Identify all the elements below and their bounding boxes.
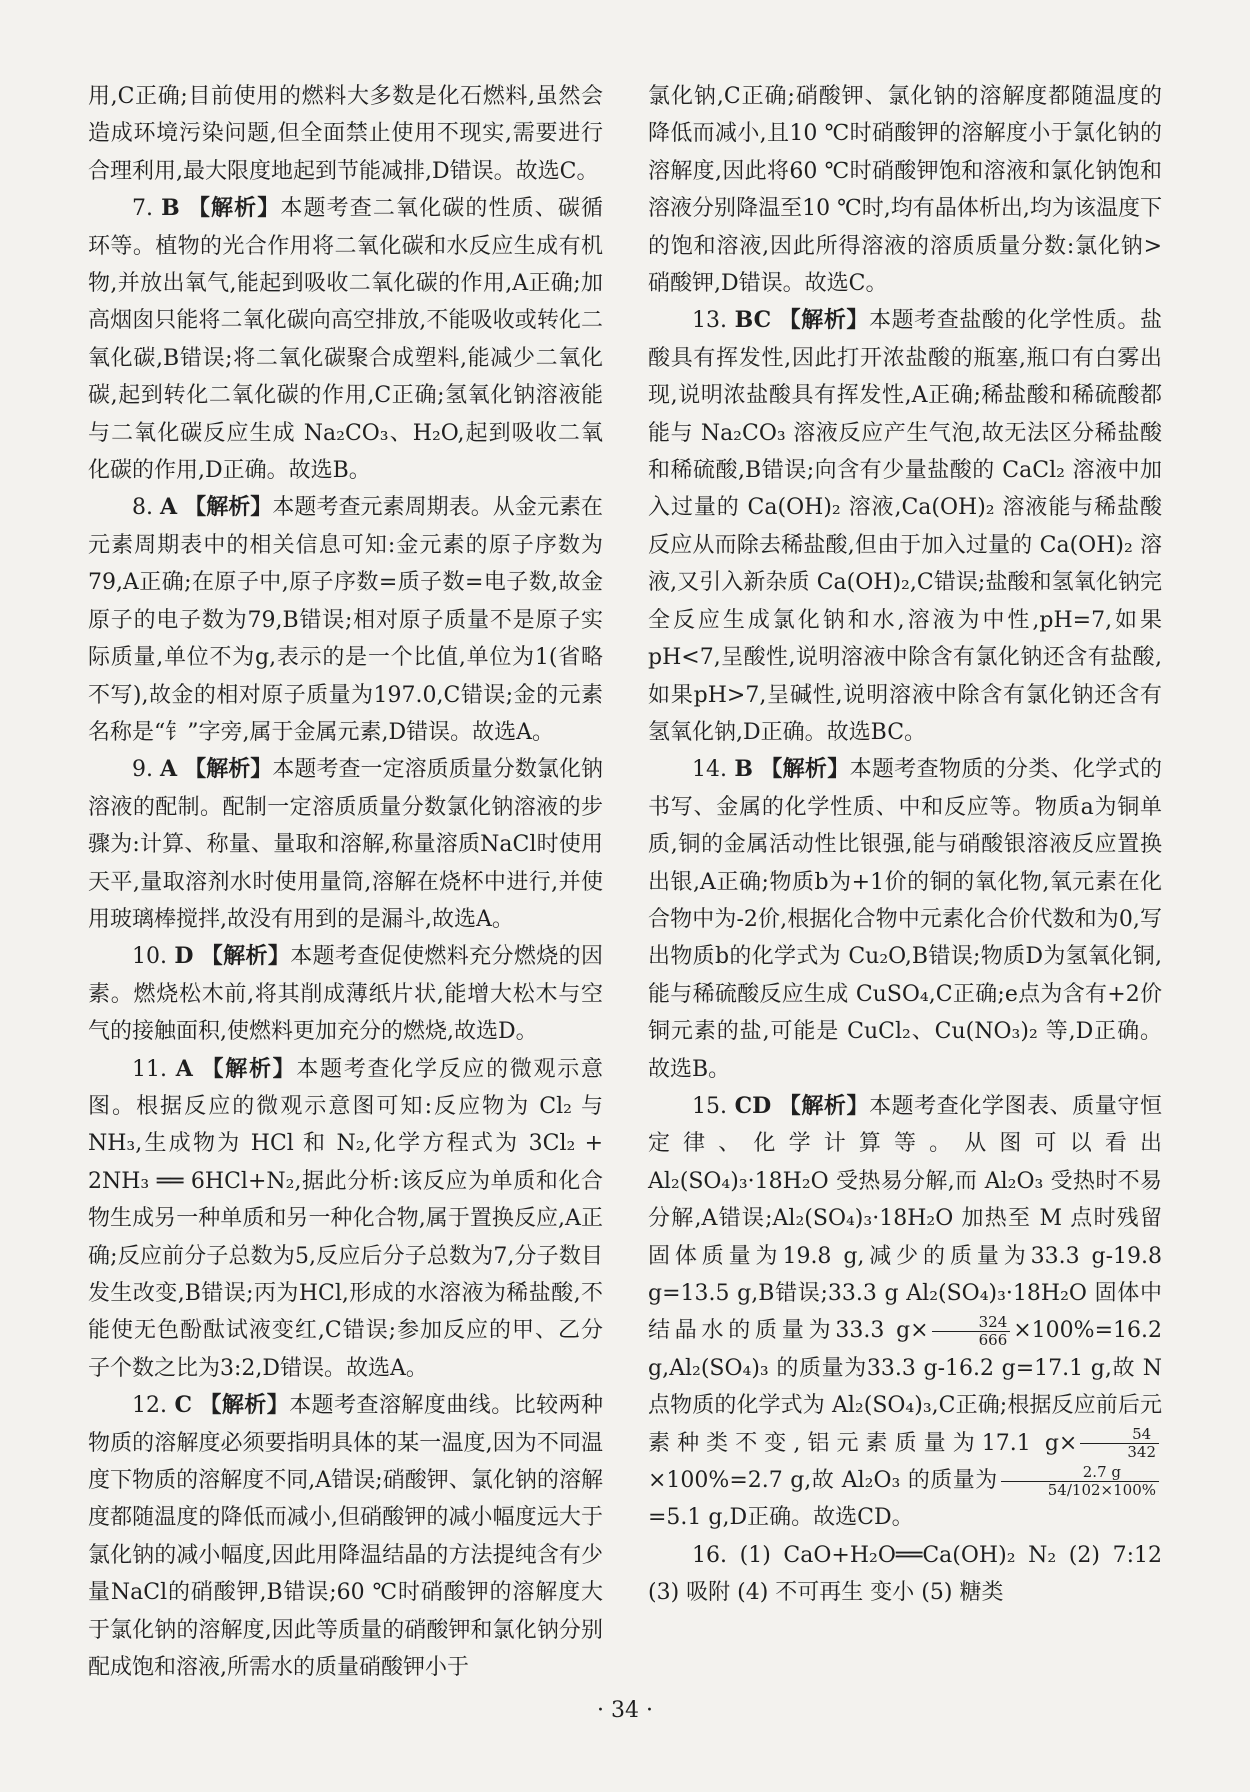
fraction: $\frac{54}{342}$ xyxy=(1080,1426,1159,1461)
question-7: 7. B 【解析】本题考查二氧化碳的性质、碳循环等。植物的光合作用将二氧化碳和水反应生成有机物,并放出氧气,能起到吸收二氧化碳的作用,A正确;加高烟囱只能将二氧化碳向高空排放,不能吸收或转化二氧化碳,B错误;将二氧化碳聚合成塑料,能减少二氧化碳,起到转化二氧化碳的作用,C正确;氢氧化钠溶液能与二氧化碳反应生成 Na₂CO₃、H₂O,起到吸收二氧化碳的作用,D正确。故选B。 xyxy=(88,195,603,484)
analysis-text: 本题考查元素周期表。从金元素在元素周期表中的相关信息可知:金元素的原子序数为79,A正确;在原子中,原子序数=质子数=电子数,故金原子的电子数为79,B错误;相对原子质量不是原子实际质量,单位不为g,表示的是一个比值,单位为1(省略不写),故金的相对原子质量为197.0,C错误;金的元素名称是“钅”字旁,属于金属元素,D错误。故选A。 xyxy=(88,495,603,745)
analysis-text: =5.1 g,D正确。故选CD。 xyxy=(648,1505,914,1531)
question-10: 10. D 【解析】本题考查促使燃料充分燃烧的因素。燃烧松木前,将其削成薄纸片状,能增大松木与空气的接触面积,使燃料更加充分的燃烧,故选D。 xyxy=(88,943,603,1045)
answer-letter: BC xyxy=(734,307,772,334)
analysis-text: 本题考查促使燃料充分燃烧的因素。燃烧松木前,将其削成薄纸片状,能增大松木与空气的接触面积,使燃料更加充分的燃烧,故选D。 xyxy=(88,944,603,1045)
answer-letter: A xyxy=(160,756,178,783)
answer-text: (1) CaO+H₂O══Ca(OH)₂ N₂ (2) 7:12 (3) 吸附 (4) 不可再生 变小 (5) 糖类 xyxy=(648,1542,1162,1606)
answer-letter: A xyxy=(160,494,178,521)
answer-letter: D xyxy=(174,943,194,970)
question-16: 16. (1) CaO+H₂O══Ca(OH)₂ N₂ (2) 7:12 (3) 吸附 (4) 不可再生 变小 (5) 糖类 xyxy=(648,1542,1162,1606)
analysis-text: 本题考查盐酸的化学性质。盐酸具有挥发性,因此打开浓盐酸的瓶塞,瓶口有白雾出现,说明浓盐酸具有挥发性,A正确;稀盐酸和稀硫酸都能与 Na₂CO₃ 溶液反应产生气泡,故无法区分稀盐酸和稀硫酸,B错误;向含有少量盐酸的 CaCl₂ 溶液中加入过量的 Ca(OH)₂ 溶液,Ca(OH)₂ 溶液能与稀盐酸反应从而除去稀盐酸,但由于加入过量的 Ca(OH)₂ 溶液,又引入新杂质 Ca(OH)₂,C错误;盐酸和氢氧化钠完全反应生成氯化钠和水,溶液为中性,pH=7,如果pH<7,呈酸性,说明溶液中除含有氯化钠还含有盐酸,如果pH>7,呈碱性,说明溶液中除含有氯化钠还含有氢氧化钠,D正确。故选BC。 xyxy=(648,308,1162,745)
answer-letter: C xyxy=(174,1392,192,1419)
question-12: 12. C 【解析】本题考查溶解度曲线。比较两种物质的溶解度必须要指明具体的某一温度,因为不同温度下物质的溶解度不同,A错误;硝酸钾、氯化钠的溶解度都随温度的降低而减小,但硝酸钾的减小幅度远大于氯化钠的减小幅度,因此用降温结晶的方法提纯含有少量NaCl的硝酸钾,B错误;60 ℃时硝酸钾的溶解度大于氯化钠的溶解度,因此等质量的硝酸钾和氯化钠分别配成饱和溶液,所需水的质量硝酸钾小于 xyxy=(88,1392,603,1681)
analysis-text: 本题考查一定溶质质量分数氯化钠溶液的配制。配制一定溶质质量分数氯化钠溶液的步骤为:计算、称量、量取和溶解,称量溶质NaCl时使用天平,量取溶剂水时使用量筒,溶解在烧杯中进行,并使用玻璃棒搅拌,故没有用到的是漏斗,故选A。 xyxy=(88,757,603,932)
analysis-tag: 【解析】 xyxy=(778,307,869,334)
answer-letter: CD xyxy=(734,1092,772,1119)
continued-paragraph: 氯化钠,C正确;硝酸钾、氯化钠的溶解度都随温度的降低而减小,且10 ℃时硝酸钾的溶解度小于氯化钠的溶解度,因此将60 ℃时硝酸钾饱和溶液和氯化钠饱和溶液分别降温至10 ℃时,均有晶体析出,均为该温度下的饱和溶液,因此所得溶液的溶质质量分数:氯化钠>硝酸钾,D错误。故选C。 xyxy=(648,84,1162,297)
analysis-tag: 【解析】 xyxy=(201,1055,297,1082)
question-13: 13. BC 【解析】本题考查盐酸的化学性质。盐酸具有挥发性,因此打开浓盐酸的瓶塞,瓶口有白雾出现,说明浓盐酸具有挥发性,A正确;稀盐酸和稀硫酸都能与 Na₂CO₃ 溶液反应产生气泡,故无法区分稀盐酸和稀硫酸,B错误;向含有少量盐酸的 CaCl₂ 溶液中加入过量的 Ca(OH)₂ 溶液,Ca(OH)₂ 溶液能与稀盐酸反应从而除去稀盐酸,但由于加入过量的 Ca(OH)₂ 溶液,又引入新杂质 Ca(OH)₂,C错误;盐酸和氢氧化钠完全反应生成氯化钠和水,溶液为中性,pH=7,如果pH<7,呈酸性,说明溶液中除含有氯化钠还含有盐酸,如果pH>7,呈碱性,说明溶液中除含有氯化钠还含有氢氧化钠,D正确。故选BC。 xyxy=(648,307,1162,745)
analysis-tag: 【解析】 xyxy=(200,943,291,970)
analysis-text: ×100%=2.7 g,故 Al₂O₃ 的质量为 xyxy=(648,1468,998,1494)
question-11: 11. A 【解析】本题考查化学反应的微观示意图。根据反应的微观示意图可知:反应物为 Cl₂ 与 NH₃,生成物为 HCl 和 N₂,化学方程式为 3Cl₂ + 2NH₃ ══ 6HCl+N₂,据此分析:该反应为单质和化合物生成另一种单质和另一种化合物,属于置换反应,A正确;反应前分子总数为5,反应后分子总数为7,分子数目发生改变,B错误;丙为HCl,形成的水溶液为稀盐酸,不能使无色酚酞试液变红,C错误;参加反应的甲、乙分子个数之比为3:2,D错误。故选A。 xyxy=(88,1055,603,1381)
question-15: 15. CD 【解析】本题考查化学图表、质量守恒定律、化学计算等。从图可以看出 Al₂(SO₄)₃·18H₂O 受热易分解,而 Al₂O₃ 受热时不易分解,A错误;Al₂(SO₄)₃·18H₂O 加热至 M 点时残留固体质量为19.8 g,减少的质量为33.3 g-19.8 g=13.5 g,B错误;33.3 g Al₂(SO₄)₃·18H₂O 固体中结晶水的质量为33.3 g× $\frac{324}{666}$ ×100%=16.2 g,Al₂(SO₄)₃ 的质量为33.3 g-16.2 g=17.1 g,故 N 点物质的化学式为 Al₂(SO₄)₃,C正确;根据反应前后元素种类不变,铝元素质量为17.1 g× $\frac{54}{342}$ ×100%=2.7 g,故 Al₂O₃ 的质量为 $\frac{2.7 g}{54/102\times 100\%}$ =5.1 g,D正确。故选CD。 xyxy=(648,1092,1162,1531)
continued-paragraph: 用,C正确;目前使用的燃料大多数是化石燃料,虽然会造成环境污染问题,但全面禁止使用不现实,需要进行合理利用,最大限度地起到节能减排,D错误。故选C。 xyxy=(88,84,603,184)
analysis-tag: 【解析】 xyxy=(184,494,273,521)
answer-letter: B xyxy=(734,756,753,783)
analysis-tag: 【解析】 xyxy=(760,756,850,783)
question-9: 9. A 【解析】本题考查一定溶质质量分数氯化钠溶液的配制。配制一定溶质质量分数氯化钠溶液的步骤为:计算、称量、量取和溶解,称量溶质NaCl时使用天平,量取溶剂水时使用量筒,溶解在烧杯中进行,并使用玻璃棒搅拌,故没有用到的是漏斗,故选A。 xyxy=(88,756,603,932)
analysis-text: 本题考查化学图表、质量守恒定律、化学计算等。从图可以看出 Al₂(SO₄)₃·18H₂O 受热易分解,而 Al₂O₃ 受热时不易分解,A错误;Al₂(SO₄)₃·18H₂O 加热至 M 点时残留固体质量为19.8 g,减少的质量为33.3 g-19.8 g=13.5 g,B错误;33.3 g Al₂(SO₄)₃·18H₂O 固体中结晶水的质量为33.3 g× xyxy=(648,1093,1162,1344)
question-8: 8. A 【解析】本题考查元素周期表。从金元素在元素周期表中的相关信息可知:金元素的原子序数为79,A正确;在原子中,原子序数=质子数=电子数,故金原子的电子数为79,B错误;相对原子质量不是原子实际质量,单位不为g,表示的是一个比值,单位为1(省略不写),故金的相对原子质量为197.0,C错误;金的元素名称是“钅”字旁,属于金属元素,D错误。故选A。 xyxy=(88,494,603,745)
analysis-text: 本题考查溶解度曲线。比较两种物质的溶解度必须要指明具体的某一温度,因为不同温度下物质的溶解度不同,A错误;硝酸钾、氯化钠的溶解度都随温度的降低而减小,但硝酸钾的减小幅度远大于氯化钠的减小幅度,因此用降温结晶的方法提纯含有少量NaCl的硝酸钾,B错误;60 ℃时硝酸钾的溶解度大于氯化钠的溶解度,因此等质量的硝酸钾和氯化钠分别配成饱和溶液,所需水的质量硝酸钾小于 xyxy=(88,1393,603,1681)
answer-letter: B xyxy=(161,195,180,222)
answer-letter: A xyxy=(175,1055,193,1082)
fraction: $\frac{2.7 g}{54/102\times 100\%}$ xyxy=(1001,1464,1159,1499)
analysis-text: ×100%=16.2 g,Al₂(SO₄)₃ 的质量为33.3 g-16.2 g=17.1 g,故 N 点物质的化学式为 Al₂(SO₄)₃,C正确;根据反应前后元素种类不变,铝元素质量为17.1 g× xyxy=(648,1318,1162,1456)
analysis-tag: 【解析】 xyxy=(778,1092,870,1119)
right-column xyxy=(648,78,1162,1612)
question-14: 14. B 【解析】本题考查物质的分类、化学式的书写、金属的化学性质、中和反应等。物质a为铜单质,铜的金属活动性比银强,能与硝酸银溶液反应置换出银,A正确;物质b为+1价的铜的氧化物,氧元素在化合物中为-2价,根据化合物中元素化合价代数和为0,写出物质b的化学式为 Cu₂O,B错误;物质D为氢氧化铜,能与稀硫酸反应生成 CuSO₄,C正确;e点为含有+2价铜元素的盐,可能是 CuCl₂、Cu(NO₃)₂ 等,D正确。故选B。 xyxy=(648,756,1162,1082)
analysis-tag: 【解析】 xyxy=(199,1392,290,1419)
page-number: · 34 · xyxy=(597,1698,653,1723)
analysis-text: 本题考查物质的分类、化学式的书写、金属的化学性质、中和反应等。物质a为铜单质,铜的金属活动性比银强,能与硝酸银溶液反应置换出银,A正确;物质b为+1价的铜的氧化物,氧元素在化合物中为-2价,根据化合物中元素化合价代数和为0,写出物质b的化学式为 Cu₂O,B错误;物质D为氢氧化铜,能与稀硫酸反应生成 CuSO₄,C正确;e点为含有+2价铜元素的盐,可能是 CuCl₂、Cu(NO₃)₂ 等,D正确。故选B。 xyxy=(648,757,1162,1082)
analysis-text: 本题考查二氧化碳的性质、碳循环等。植物的光合作用将二氧化碳和水反应生成有机物,并放出氧气,能起到吸收二氧化碳的作用,A正确;加高烟囱只能将二氧化碳向高空排放,不能吸收或转化二氧化碳,B错误;将二氧化碳聚合成塑料,能减少二氧化碳,起到转化二氧化碳的作用,C正确;氢氧化钠溶液能与二氧化碳反应生成 Na₂CO₃、H₂O,起到吸收二氧化碳的作用,D正确。故选B。 xyxy=(88,196,603,484)
left-column xyxy=(88,78,603,1686)
fraction: $\frac{324}{666}$ xyxy=(932,1314,1011,1349)
analysis-tag: 【解析】 xyxy=(187,195,281,222)
analysis-text: 本题考查化学反应的微观示意图。根据反应的微观示意图可知:反应物为 Cl₂ 与 NH₃,生成物为 HCl 和 N₂,化学方程式为 3Cl₂ + 2NH₃ ══ 6HCl+N₂,据此分析:该反应为单质和化合物生成另一种单质和另一种化合物,属于置换反应,A正确;反应前分子总数为5,反应后分子总数为7,分子数目发生改变,B错误;丙为HCl,形成的水溶液为稀盐酸,不能使无色酚酞试液变红,C错误;参加反应的甲、乙分子个数之比为3:2,D错误。故选A。 xyxy=(88,1056,603,1381)
analysis-tag: 【解析】 xyxy=(184,756,273,783)
